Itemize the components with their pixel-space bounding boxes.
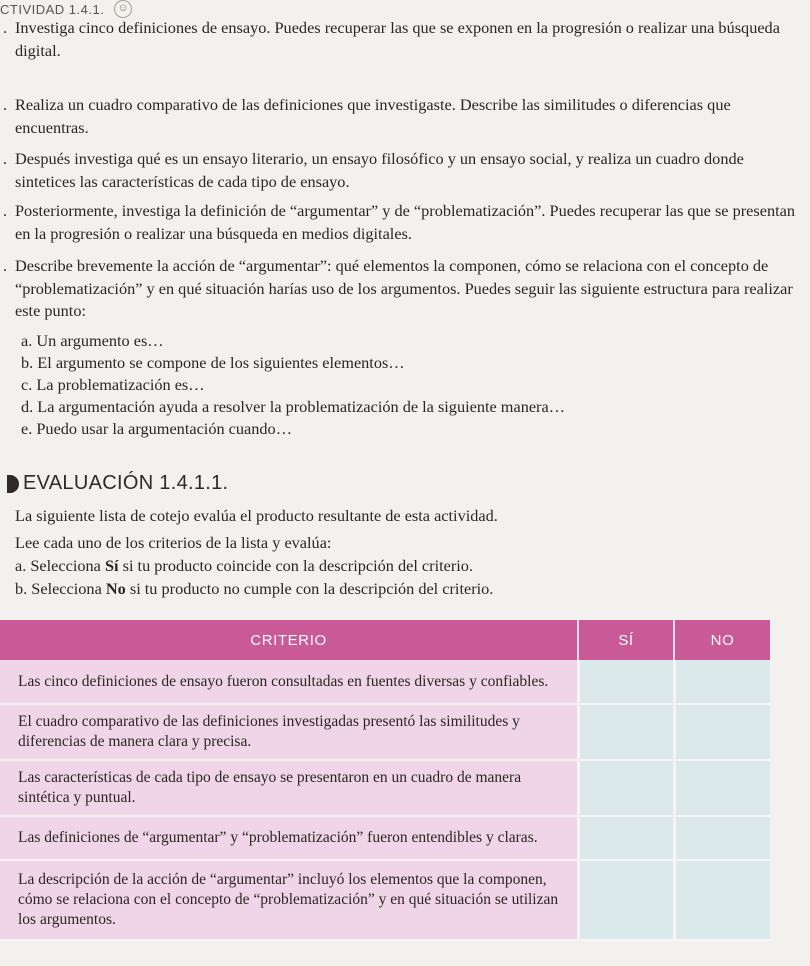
table-row (0, 816, 770, 860)
activity-label: CTIVIDAD 1.4.1. (0, 1, 105, 17)
header-si: SÍ (578, 620, 674, 660)
structure-item-d: d. La argumentación ayuda a resolver la problematización de la siguiente manera… (21, 397, 565, 416)
instruction-2 (3, 94, 800, 139)
structure-item-c: c. La problematización es… (21, 375, 205, 394)
checkbox-si-1[interactable] (578, 660, 674, 704)
table-row (0, 760, 770, 816)
checkbox-no-2[interactable] (674, 704, 770, 760)
criterion-text: Las cinco definiciones de ensayo fueron consultadas en fuentes diversas y confiables. (0, 660, 578, 704)
checkbox-si-4[interactable] (578, 816, 674, 860)
criterion-text: El cuadro comparativo de las definiciones investigadas presentó las similitudes y diferencias de manera clara y precisa. (0, 704, 578, 760)
smiley-icon: ☺ (114, 0, 132, 18)
bullet-5: . (3, 256, 8, 275)
bullet-3: . (3, 149, 8, 168)
checkbox-no-1[interactable] (674, 660, 770, 704)
criterion-text: Las definiciones de “argumentar” y “problematización” fueron entendibles y claras. (0, 816, 578, 860)
evaluation-title (7, 472, 228, 495)
checklist-table (0, 620, 770, 941)
option-a-pre: a. Selecciona (15, 556, 105, 575)
checkbox-si-3[interactable] (578, 760, 674, 816)
bullet-2: . (3, 95, 8, 114)
evaluation-option-b (15, 578, 800, 601)
instruction-text: Investiga cinco definiciones de ensayo. Puedes recuperar las que se exponen en la progresión o realizar una búsqueda digital. (15, 18, 780, 60)
option-b-pre: b. Selecciona (15, 579, 106, 598)
evaluation-intro-1: La siguiente lista de cotejo evalúa el producto resultante de esta actividad. (15, 506, 498, 525)
structure-item-b: b. El argumento se compone de los siguientes elementos… (21, 353, 405, 372)
evaluation-option-a (15, 555, 800, 578)
instruction-text: Describe brevemente la acción de “argumentar”: qué elementos la componen, cómo se relaciona con el concepto de “problematización” y en qué situación harías uso de los argumentos. Puedes seguir las siguiente estructura para realizar este punto: (15, 256, 793, 320)
table-row (0, 704, 770, 760)
activity-header (0, 0, 132, 18)
checkbox-no-5[interactable] (674, 860, 770, 940)
instruction-text: Realiza un cuadro comparativo de las definiciones que investigaste. Describe las similitudes o diferencias que encuentras. (15, 95, 731, 137)
structure-item-a: a. Un argumento es… (21, 331, 164, 350)
evaluation-title-text: EVALUACIÓN 1.4.1.1. (23, 472, 229, 494)
instruction-1 (3, 17, 800, 62)
bullet-1: . (3, 18, 8, 37)
structure-item-e: e. Puedo usar la argumentación cuando… (21, 419, 292, 438)
section-marker-icon (7, 475, 19, 493)
criterion-text: Las características de cada tipo de ensayo se presentaron en un cuadro de manera sintética y puntual. (0, 760, 578, 816)
table-header-row (0, 620, 770, 660)
option-a-bold: Sí (104, 556, 119, 575)
checkbox-no-4[interactable] (674, 816, 770, 860)
instruction-text: Posteriormente, investiga la definición de “argumentar” y de “problematización”. Puedes recuperar las que se presentan en la progresión o realizar una búsqueda en medios digitales. (15, 201, 795, 243)
checkbox-no-3[interactable] (674, 760, 770, 816)
checkbox-si-5[interactable] (578, 860, 674, 940)
criterion-text: La descripción de la acción de “argumentar” incluyó los elementos que la componen, cómo se relaciona con el concepto de “problematización” y en qué situación se utilizan los argumentos. (0, 860, 578, 940)
header-criterio: CRITERIO (0, 620, 578, 660)
table-row (0, 860, 770, 940)
option-a-post: si tu producto coincide con la descripción del criterio. (118, 556, 473, 575)
option-b-bold: No (105, 579, 126, 598)
table-row (0, 660, 770, 704)
checkbox-si-2[interactable] (578, 704, 674, 760)
bullet-4: . (3, 201, 8, 220)
instruction-3 (3, 148, 800, 193)
instruction-text: Después investiga qué es un ensayo literario, un ensayo filosófico y un ensayo social, y realiza un cuadro donde sintetices las características de cada tipo de ensayo. (15, 149, 744, 191)
instruction-5 (3, 255, 800, 323)
evaluation-intro-2: Lee cada uno de los criterios de la lista y evalúa: (15, 533, 332, 552)
instruction-4 (3, 200, 800, 245)
option-b-post: si tu producto no cumple con la descripción del criterio. (125, 579, 494, 598)
header-no: NO (674, 620, 770, 660)
